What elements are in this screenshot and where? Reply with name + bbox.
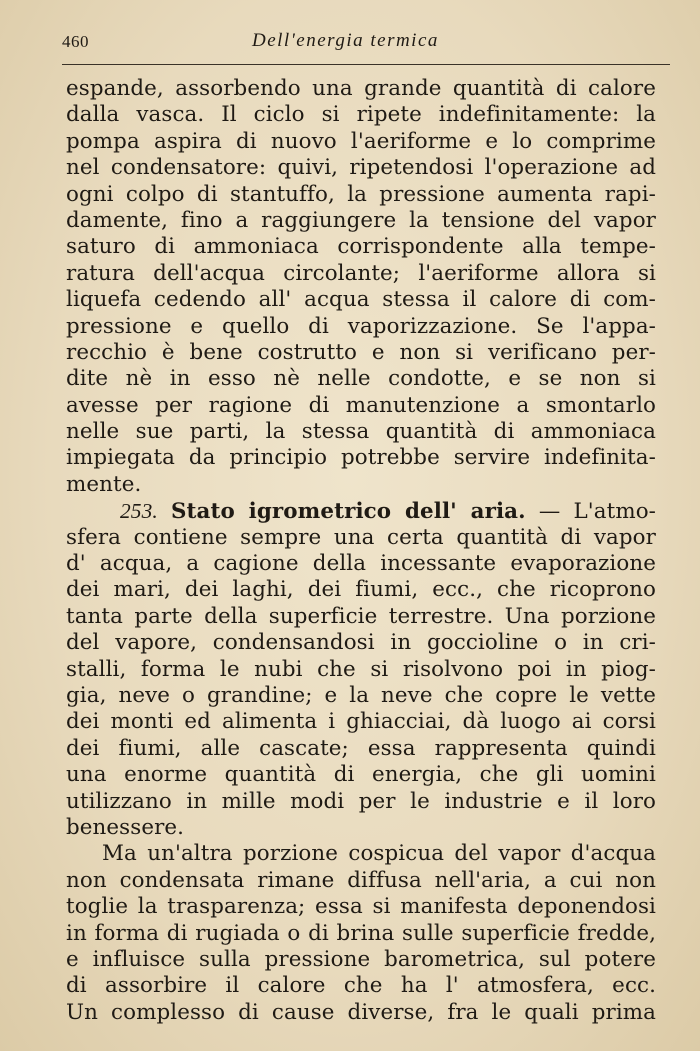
page-header [62, 28, 672, 64]
text-line: del vapore, condensandosi in goccioline o in cri- [66, 630, 656, 656]
text-line: in forma di rugiada o di brina sulle superficie fredde, [66, 920, 656, 946]
section-heading-line [66, 498, 656, 524]
text-line: espande, assorbendo una grande quantità di calore [66, 76, 656, 101]
text-line: dei fiumi, alle cascate; essa rappresenta quindi [66, 735, 656, 761]
section-title: Stato igrometrico dell' aria. [171, 499, 526, 525]
text-line: saturo di ammoniaca corrispondente alla tempe- [66, 234, 656, 260]
page-number: 460 [62, 32, 89, 51]
text-line: liquefa cedendo all' acqua stessa il calore di com- [66, 287, 656, 313]
text-line: mente. [66, 471, 142, 497]
text-line: ogni colpo di stantuffo, la pressione aumenta rapi- [66, 181, 656, 207]
text-line: tanta parte della superficie terrestre. Una porzione [66, 603, 656, 629]
text-line: una enorme quantità di energia, che gli uomini [66, 762, 656, 788]
body-text [66, 76, 656, 1026]
text-line: dei monti ed alimenta i ghiacciai, dà luogo ai corsi [66, 709, 656, 735]
text-line: benessere. [66, 814, 185, 840]
header-rule [62, 64, 670, 65]
text-line: sfera contiene sempre una certa quantità di vapor [66, 524, 656, 550]
text-line: damente, fino a raggiungere la tensione del vapor [66, 207, 656, 233]
text-line: utilizzano in mille modi per le industrie e il loro [66, 788, 656, 814]
text-line: pressione e quello di vaporizzazione. Se l'appa- [66, 313, 656, 339]
text-line: Un complesso di cause diverse, fra le quali prima [66, 999, 656, 1025]
text-line: dite nè in esso nè nelle condotte, e se non si [66, 366, 656, 392]
section-number: 253. [120, 499, 158, 524]
text-line: non condensata rimane diffusa nell'aria, a cui non [66, 867, 656, 893]
text-line: avesse per ragione di manutenzione a smontarlo [66, 392, 656, 418]
text-line: nelle sue parti, la stessa quantità di ammoniaca [66, 419, 656, 445]
text-line: gia, neve o grandine; e la neve che copre le vette [66, 682, 656, 708]
text-line: Ma un'altra porzione cospicua del vapor d'acqua [102, 841, 656, 867]
text-line: impiegata da principio potrebbe servire indefinita- [66, 445, 656, 471]
text-line: recchio è bene costrutto e non si verificano per- [66, 339, 656, 365]
text-line: stalli, forma le nubi che si risolvono poi in piog- [66, 656, 656, 682]
text-line: di assorbire il calore che ha l' atmosfera, ecc. [66, 973, 656, 999]
text-line: nel condensatore: quivi, ripetendosi l'operazione ad [66, 155, 656, 181]
text-line: dei mari, dei laghi, dei fiumi, ecc., che ricoprono [66, 577, 656, 603]
text-line: pompa aspira di nuovo l'aeriforme e lo comprime [66, 128, 656, 154]
text-line: — L'atmo- [538, 499, 657, 525]
text-line: toglie la trasparenza; essa si manifesta deponendosi [66, 894, 656, 920]
text-line: e influisce sulla pressione barometrica, sul potere [66, 946, 656, 972]
text-line: d' acqua, a cagione della incessante evaporazione [66, 551, 656, 577]
running-title: Dell'energia termica [252, 30, 439, 51]
text-line: dalla vasca. Il ciclo si ripete indefinitamente: la [66, 102, 656, 128]
text-line: ratura dell'acqua circolante; l'aeriforme allora si [66, 260, 656, 286]
